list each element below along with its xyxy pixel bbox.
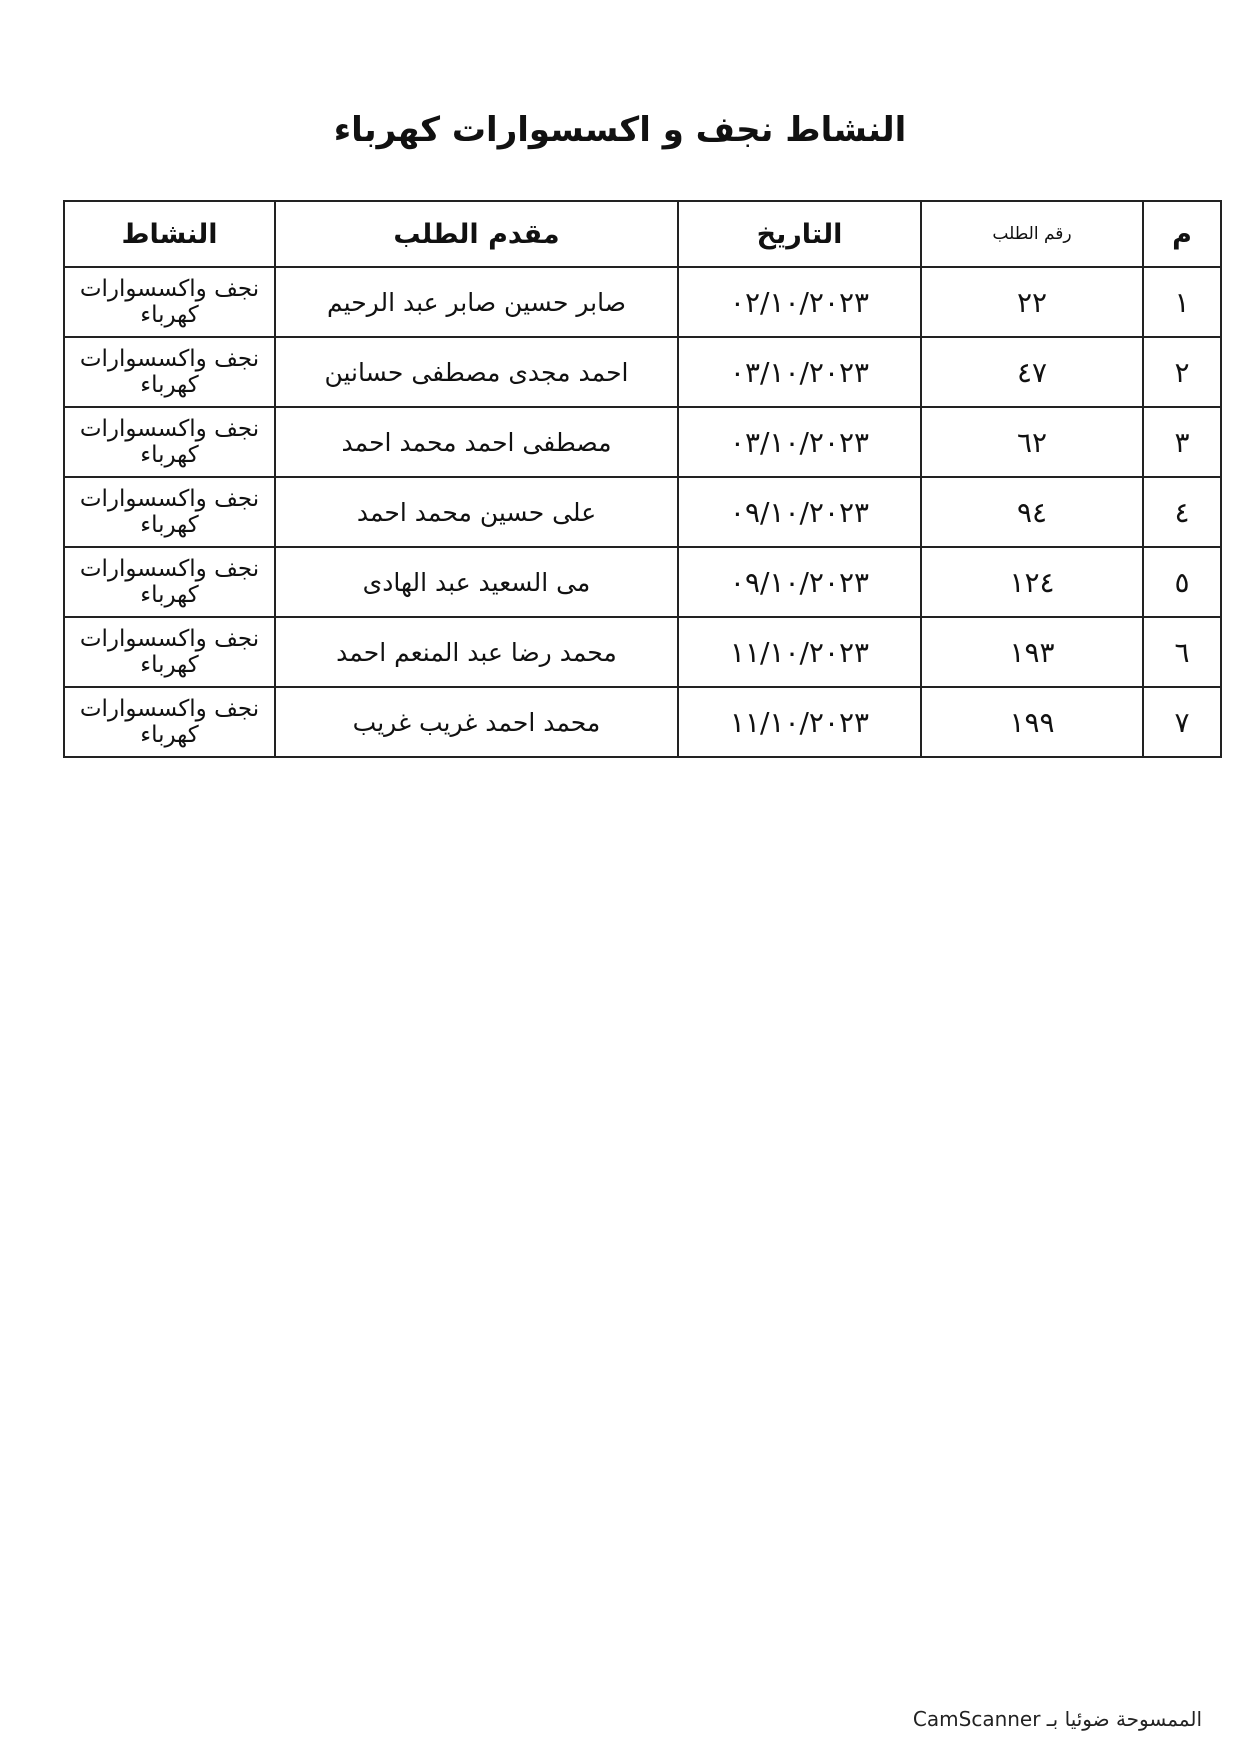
table-body — [64, 267, 1221, 757]
table-row — [64, 337, 1221, 407]
table-row — [64, 477, 1221, 547]
row-activity: نجف واكسسوارات كهرباء — [64, 337, 275, 407]
row-date: ٠٩/١٠/٢٠٢٣ — [678, 477, 921, 547]
row-applicant: محمد رضا عبد المنعم احمد — [275, 617, 678, 687]
row-activity: نجف واكسسوارات كهرباء — [64, 407, 275, 477]
row-index: ٤ — [1143, 477, 1221, 547]
row-request-number: ١٩٣ — [921, 617, 1143, 687]
row-request-number: ٦٢ — [921, 407, 1143, 477]
table-row — [64, 267, 1221, 337]
row-date: ١١/١٠/٢٠٢٣ — [678, 687, 921, 757]
page-title: النشاط نجف و اكسسوارات كهرباء — [333, 110, 907, 150]
row-index: ٧ — [1143, 687, 1221, 757]
row-request-number: ١٢٤ — [921, 547, 1143, 617]
row-index: ١ — [1143, 267, 1221, 337]
row-applicant: على حسين محمد احمد — [275, 477, 678, 547]
header-date: التاريخ — [678, 201, 921, 267]
row-date: ٠٢/١٠/٢٠٢٣ — [678, 267, 921, 337]
row-index: ٢ — [1143, 337, 1221, 407]
header-index: م — [1143, 201, 1221, 267]
table-row — [64, 547, 1221, 617]
table-header-row — [64, 201, 1221, 267]
header-applicant: مقدم الطلب — [275, 201, 678, 267]
row-request-number: ٤٧ — [921, 337, 1143, 407]
row-activity: نجف واكسسوارات كهرباء — [64, 477, 275, 547]
row-date: ١١/١٠/٢٠٢٣ — [678, 617, 921, 687]
row-activity: نجف واكسسوارات كهرباء — [64, 687, 275, 757]
table-row — [64, 687, 1221, 757]
requests-table — [63, 200, 1222, 758]
row-activity: نجف واكسسوارات كهرباء — [64, 547, 275, 617]
table-row — [64, 617, 1221, 687]
row-activity: نجف واكسسوارات كهرباء — [64, 267, 275, 337]
camscanner-footer-note: الممسوحة ضوئيا بـ CamScanner — [912, 1707, 1202, 1731]
header-activity: النشاط — [64, 201, 275, 267]
row-index: ٥ — [1143, 547, 1221, 617]
row-applicant: محمد احمد غريب غريب — [275, 687, 678, 757]
row-index: ٦ — [1143, 617, 1221, 687]
row-index: ٣ — [1143, 407, 1221, 477]
row-request-number: ٩٤ — [921, 477, 1143, 547]
row-applicant: مى السعيد عبد الهادى — [275, 547, 678, 617]
table-row — [64, 407, 1221, 477]
row-request-number: ٢٢ — [921, 267, 1143, 337]
row-applicant: مصطفى احمد محمد احمد — [275, 407, 678, 477]
row-date: ٠٩/١٠/٢٠٢٣ — [678, 547, 921, 617]
row-applicant: احمد مجدى مصطفى حسانين — [275, 337, 678, 407]
row-activity: نجف واكسسوارات كهرباء — [64, 617, 275, 687]
header-request-number: رقم الطلب — [921, 201, 1143, 267]
row-date: ٠٣/١٠/٢٠٢٣ — [678, 407, 921, 477]
row-date: ٠٣/١٠/٢٠٢٣ — [678, 337, 921, 407]
row-request-number: ١٩٩ — [921, 687, 1143, 757]
requests-table-container — [63, 200, 1220, 758]
row-applicant: صابر حسين صابر عبد الرحيم — [275, 267, 678, 337]
